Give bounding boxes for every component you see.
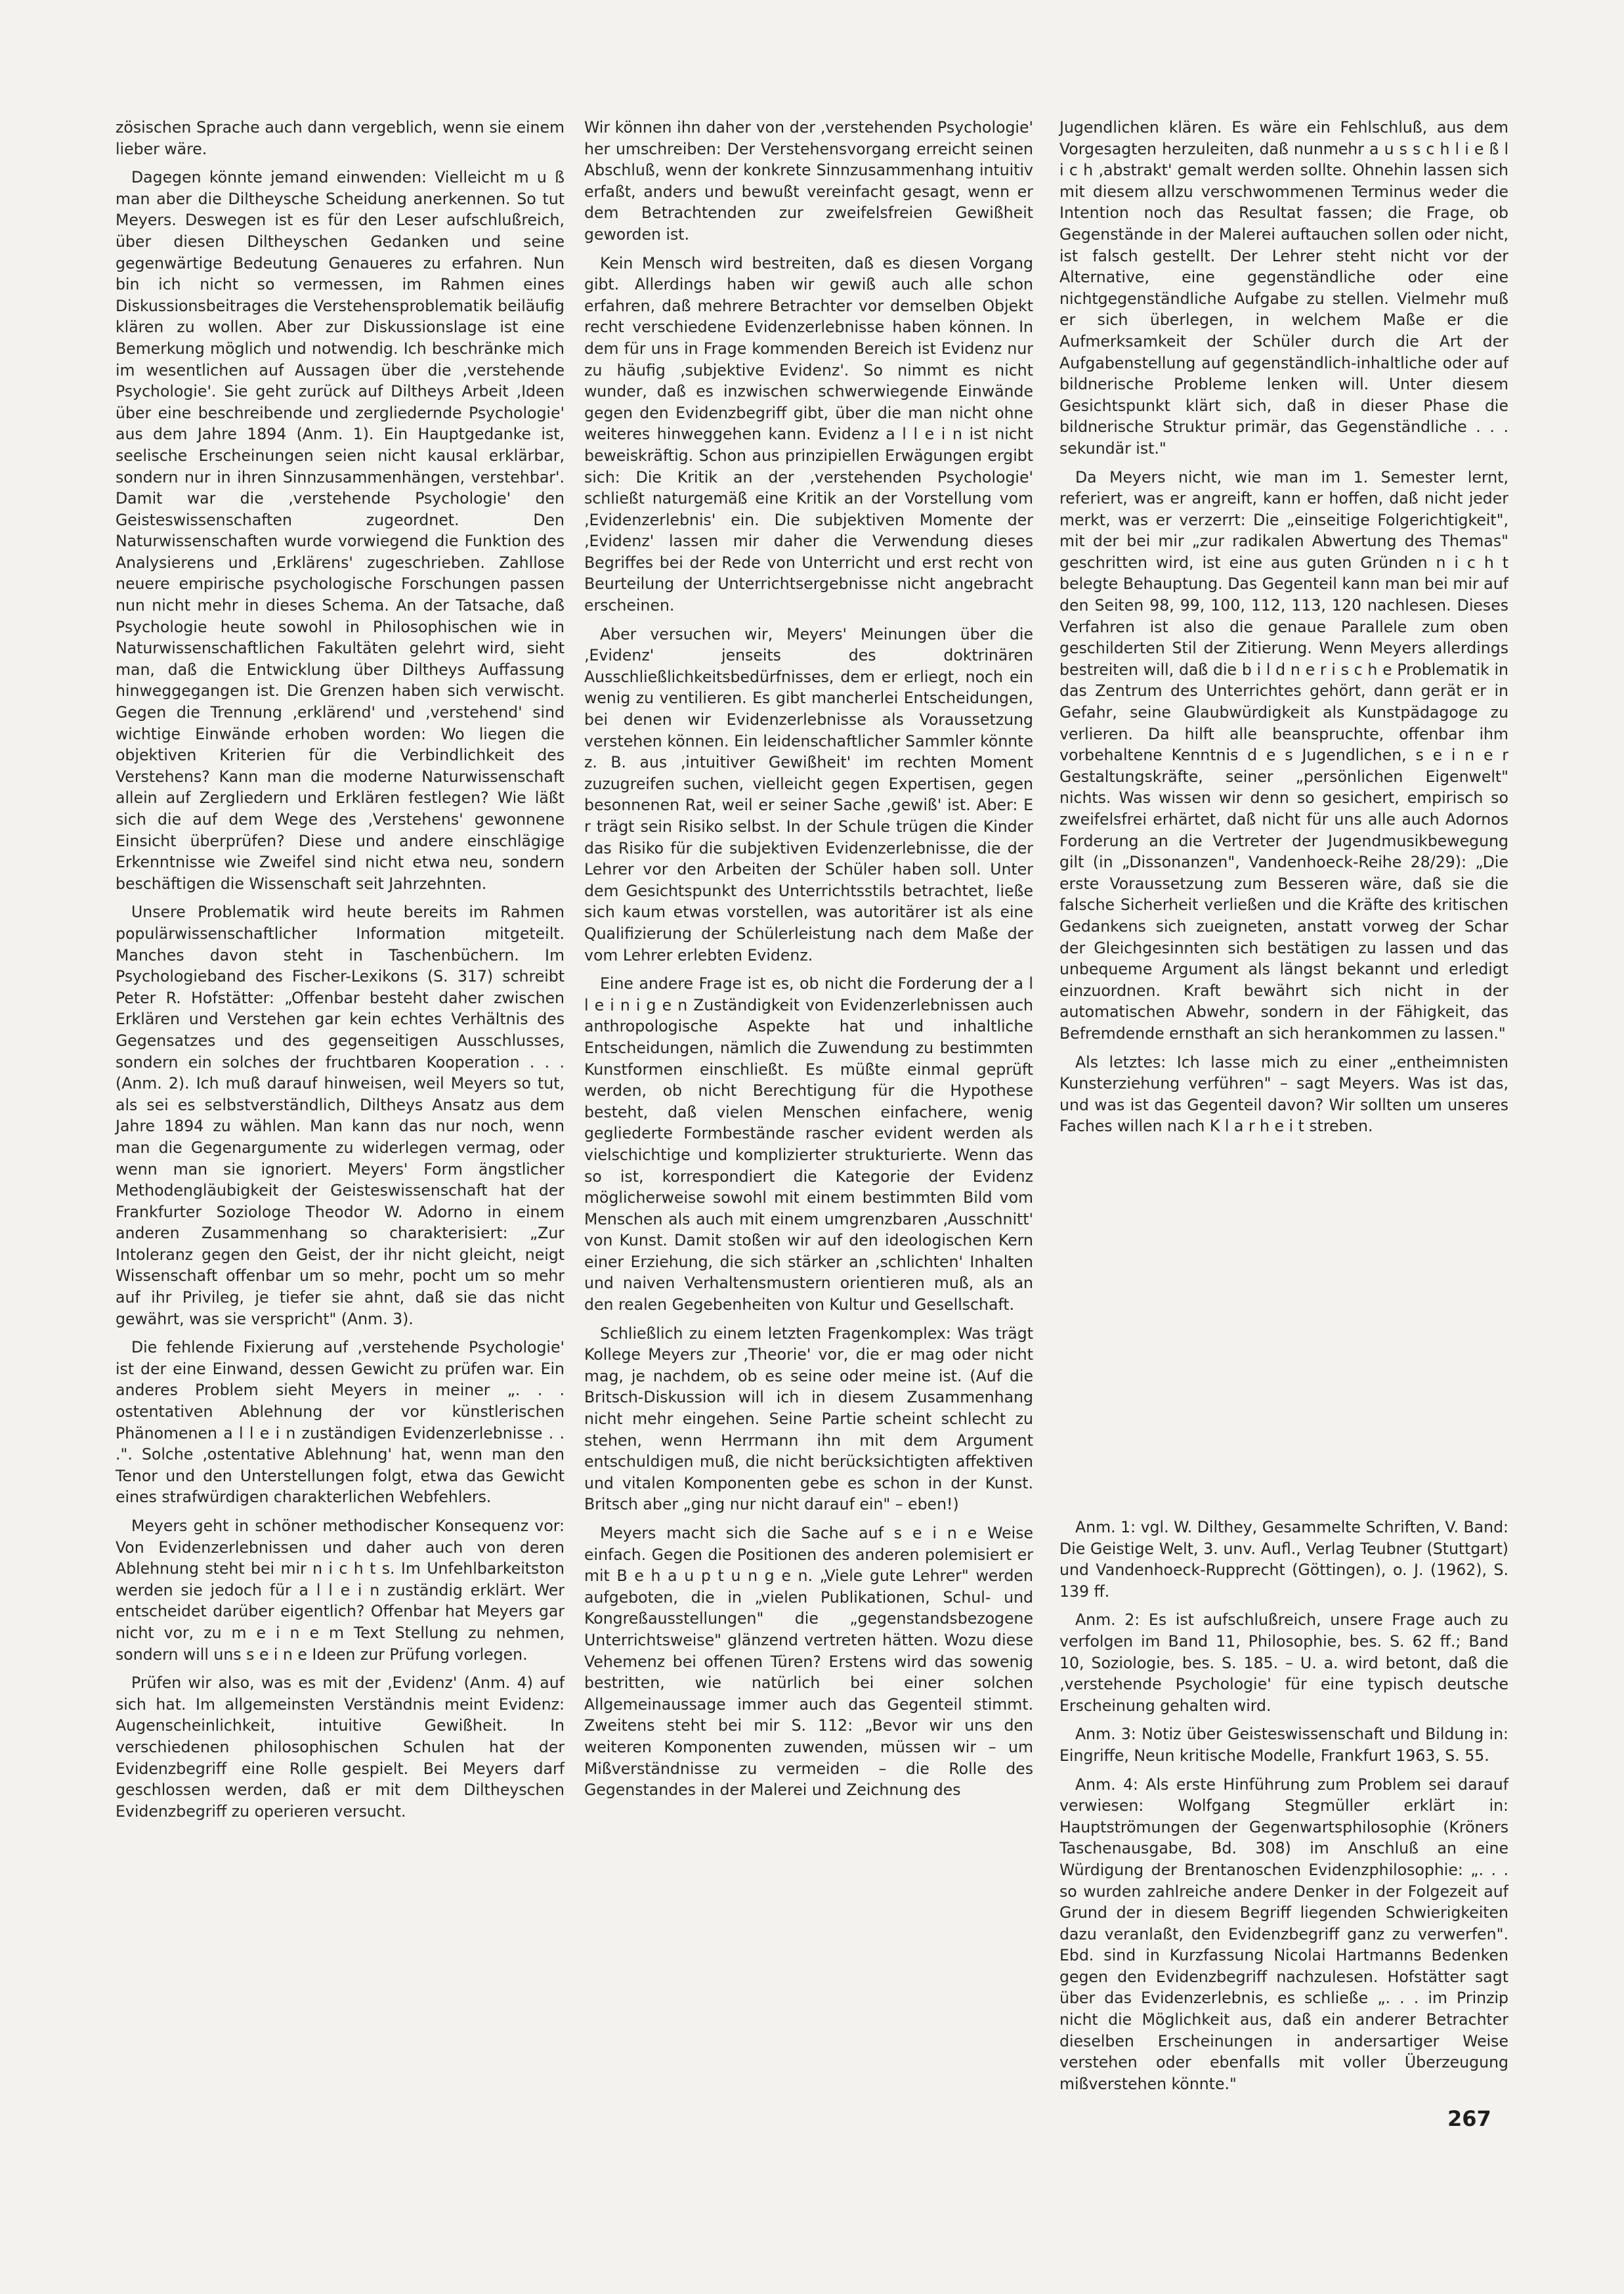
paragraph: Schließlich zu einem letzten Fragenkomplex: Was trägt Kollege Meyers zur ‚Theorie' vor, die er mag oder nicht mag, je nachdem, ob es seine oder meine ist. (Auf die Britsch-Diskussion will ich in diesem Zusammenhang nicht mehr eingehen. Seine Partie scheint schlecht zu stehen, wenn Herrmann ihn mit dem Argument entschuldigen muß, die nicht berücksichtigten affektiven und vitalen Komponenten gebe es schon in der Kunst. Britsch aber „ging nur nicht darauf ein" – eben!) (584, 1324, 1033, 1514)
text-column-3 (1059, 117, 1508, 1144)
footnote: Anm. 4: Als erste Hinführung zum Problem sei darauf verwiesen: Wolfgang Stegmüller erklärt in: Hauptströmungen der Gegenwartsphilosophie (Kröners Taschenausgabe, Bd. 308) im Anschluß an eine Würdigung der Brentanoschen Evidenzphilosophie: „. . . so wurden zahlreiche andere Denker in der Folgezeit auf Grund der in diesem Begriff liegenden Schwierigkeiten dazu veranlaßt, den Evidenzbegriff ganz zu verwerfen". Ebd. sind in Kurzfassung Nicolai Hartmanns Bedenken gegen den Evidenzbegriff nachzulesen. Hofstätter sagt über das Evidenzerlebnis, es schließe „. . . im Prinzip nicht die Möglichkeit aus, daß ein anderer Betrachter dieselben Erscheinungen in andersartiger Weise verstehen oder ebenfalls mit voller Überzeugung mißverstehen könnte." (1059, 1775, 1508, 2093)
footnote: Anm. 3: Notiz über Geisteswissenschaft und Bildung in: Eingriffe, Neun kritische Modelle, Frankfurt 1963, S. 55. (1059, 1725, 1508, 1765)
text-column-1 (116, 117, 565, 1829)
footnote: Anm. 2: Es ist aufschlußreich, unsere Frage auch zu verfolgen im Band 11, Philosophie, bes. S. 62 ff.; Band 10, Soziologie, bes. S. 185. – U. a. wird betont, daß die ‚verstehende Psychologie' für eine typisch deutsche Erscheinung gehalten wird. (1059, 1611, 1508, 1715)
paragraph: zösischen Sprache auch dann vergeblich, wenn sie einem lieber wäre. (116, 118, 565, 158)
paragraph: Die fehlende Fixierung auf ‚verstehende Psychologie' ist der eine Einwand, dessen Gewicht zu prüfen war. Ein anderes Problem sieht Meyers in meiner „. . . ostentativen Ablehnung der vor künstlerischen Phänomenen a l l e i n zuständigen Evidenzerlebnisse . . .". Solche ‚ostentative Ablehnung' hat, wenn man den Tenor und den Unterstellungen folgt, etwa das Gewicht eines strafwürdigen charakterlichen Webfehlers. (116, 1338, 565, 1507)
paragraph: Da Meyers nicht, wie man im 1. Semester lernt, referiert, was er angreift, kann er hoffen, daß nicht jeder merkt, was er verzerrt: Die „einseitige Folgerichtigkeit", mit der bei mir „zur radikalen Abwertung des Themas" geschritten wird, ist eine aus guten Gründen n i c h t belegte Behauptung. Das Gegenteil kann man bei mir auf den Seiten 98, 99, 100, 112, 113, 120 nachlesen. Dieses Verfahren ist also die genaue Parallele zum oben geschilderten Stil der Zitierung. Wenn Meyers allerdings bestreiten will, daß die b i l d n e r i s c h e Problematik in das Zentrum des Unterrichtes gehört, dann gerät er in Gefahr, seine Glaubwürdigkeit als Kunstpädagoge zu verlieren. Da hilft alle beanspruchte, offenbar ihm vorbehaltene Kenntnis d e s Jugendlichen, s e i n e r Gestaltungskräfte, seiner „persönlichen Eigenwelt" nichts. Was wissen wir denn so gesichert, empirisch so zweifelsfrei erhärtet, daß nicht für uns alle auch Adornos Forderung an die Vertreter der Jugendmusikbewegung gilt (in „Dissonanzen", Vandenhoeck-Reihe 28/29): „Die erste Voraussetzung zum Besseren wäre, daß sie die falsche Sicherheit verließen und die Kräfte des kritischen Gedankens sich zueigneten, anstatt vorweg der Schar der Gleichgesinnten sich bestätigen zu lassen und das unbequeme Argument als längst bekannt und erledigt einzuordnen. Kraft bewährt sich nicht in der automatischen Abwehr, sondern in der Fähigkeit, das Befremdende ernsthaft an sich herankommen zu lassen." (1059, 467, 1508, 1043)
text-column-2 (584, 117, 1033, 1808)
footnote: Anm. 1: vgl. W. Dilthey, Gesammelte Schriften, V. Band: Die Geistige Welt, 3. unv. Aufl., Verlag Teubner (Stuttgart) und Vandenhoeck-Rupprecht (Göttingen), o. J. (1962), S. 139 ff. (1059, 1518, 1508, 1601)
paragraph: Meyers geht in schöner methodischer Konsequenz vor: Von Evidenzerlebnissen und daher auch von deren Ablehnung steht bei mir n i c h t s. Im Unfehlbarkeitston werden sie jedoch für a l l e i n zuständig erklärt. Wer entscheidet darüber eigentlich? Offenbar hat Meyers gar nicht vor, zu m e i n e m Text Stellung zu nehmen, sondern will uns s e i n e Ideen zur Prüfung vorlegen. (116, 1517, 565, 1664)
paragraph: Wir können ihn daher von der ‚verstehenden Psychologie' her umschreiben: Der Verstehensvorgang erreicht seinen Abschluß, wenn der konkrete Sinnzusammenhang intuitiv erfaßt, anders und bewußt vereinfacht gesagt, wenn er dem Betrachtenden zur zweifelsfreien Gewißheit geworden ist. (584, 118, 1033, 244)
footnotes (1059, 1517, 1508, 2102)
paragraph: Kein Mensch wird bestreiten, daß es diesen Vorgang gibt. Allerdings haben wir gewiß auch alle schon erfahren, daß mehrere Betrachter vor demselben Objekt recht verschiedene Evidenzerlebnisse haben können. In dem für uns in Frage kommenden Bereich ist Evidenz nur zu häufig ‚subjektive Evidenz'. So nimmt es nicht wunder, daß es inzwischen schwerwiegende Einwände gegen den Evidenzbegriff gibt, über die man nicht ohne weiteres hinweggehen kann. Evidenz a l l e i n ist nicht beweiskräftig. Schon aus prinzipiellen Erwägungen ergibt sich: Die Kritik an der ‚verstehenden Psychologie' schließt naturgemäß eine Kritik an der Vorstellung vom ‚Evidenzerlebnis' ein. Die subjektiven Momente der ‚Evidenz' lassen mir daher die Verwendung dieses Begriffes bei der Rede von Unterricht und erst recht von Beurteilung der Unterrichtsergebnisse nicht angebracht erscheinen. (584, 253, 1033, 615)
paragraph: Jugendlichen klären. Es wäre ein Fehlschluß, aus dem Vorgesagten herzuleiten, daß nunmehr a u s s c h l i e ß l i c h ‚abstrakt' gemalt werden sollte. Ohnehin lassen sich mit diesem allzu verschwommenen Terminus weder die Intention noch das Resultat fassen; die Frage, ob Gegenstände in der Malerei auftauchen sollen oder nicht, ist falsch gestellt. Der Lehrer steht nicht vor der Alternative, eine gegenständliche oder eine nichtgegenständliche Aufgabe zu stellen. Vielmehr muß er sich überlegen, in welchem Maße er die Aufmerksamkeit der Schüler durch die Art der Aufgabenstellung auf gegenständlich-inhaltliche oder auf bildnerische Probleme lenken will. Unter diesem Gesichtspunkt klärt sich, daß in dieser Phase die bildnerische Struktur primär, das Gegenständliche . . . sekundär ist." (1059, 118, 1508, 458)
paragraph: Meyers macht sich die Sache auf s e i n e Weise einfach. Gegen die Positionen des anderen polemisiert er mit B e h a u p t u n g e n. „Viele gute Lehrer" werden aufgeboten, die in „vielen Publikationen, Schul- und Kongreßausstellungen" die „gegenstandsbezogene Unterrichtsweise" glänzend vertreten hätten. Wozu diese Vehemenz bei offenen Türen? Erstens wird das sowenig bestritten, wie natürlich bei einer solchen Allgemeinaussage immer auch das Gegenteil stimmt. Zweitens steht bei mir S. 112: „Bevor wir uns den weiteren Komponenten zuwenden, müssen wir – um Mißverständnisse zu vermeiden – die Rolle des Gegenstandes in der Malerei und Zeichnung des (584, 1524, 1033, 1800)
paragraph: Unsere Problematik wird heute bereits im Rahmen populärwissenschaftlicher Information mitgeteilt. Manches davon steht in Taschenbüchern. Im Psychologieband des Fischer-Lexikons (S. 317) schreibt Peter R. Hofstätter: „Offenbar besteht daher zwischen Erklären und Verstehen gar kein echtes Verhältnis des Gegensatzes und des gegenseitigen Ausschlusses, sondern ein solches der fruchtbaren Kooperation . . . (Anm. 2). Ich muß darauf hinweisen, weil Meyers so tut, als sei es selbstverständlich, Diltheys Ansatz aus dem Jahre 1894 zu wählen. Man kann das nur noch, wenn man die Gegenargumente zu widerlegen vermag, oder wenn man sie ignoriert. Meyers' Form ängstlicher Methodengläubigkeit der Geisteswissenschaft hat der Frankfurter Soziologe Theodor W. Adorno in einem anderen Zusammenhang so charakterisiert: „Zur Intoleranz gegen den Geist, der ihr nicht gleicht, neigt Wissenschaft offenbar um so mehr, pocht um so mehr auf ihr Privileg, je tiefer sie ahnt, daß sie das nicht gewährt, was sie verspricht" (Anm. 3). (116, 903, 565, 1328)
paragraph: Eine andere Frage ist es, ob nicht die Forderung der a l l e i n i g e n Zuständigkeit von Evidenzerlebnissen auch anthropologische Aspekte hat und inhaltliche Entscheidungen, nämlich die Zuwendung zu bestimmten Kunstformen einschließt. Es müßte einmal geprüft werden, ob nicht Berechtigung für die Hypothese besteht, daß vielen Menschen einfachere, wenig gegliederte Formbestände rascher evident werden als vielschichtige und komplizierter strukturierte. Wenn das so ist, korrespondiert die Kategorie der Evidenz möglicherweise sowohl mit einem bestimmten Bild vom Menschen als auch mit einem umgrenzbaren ‚Ausschnitt' von Kunst. Damit stoßen wir auf den ideologischen Kern einer Erziehung, die sich stärker an ‚schlichten' Inhalten und naiven Verhaltensmustern orientieren muß, als an den realen Gegebenheiten von Kultur und Gesellschaft. (584, 974, 1033, 1314)
page-number: 267 (1447, 2106, 1491, 2131)
paragraph: Prüfen wir also, was es mit der ‚Evidenz' (Anm. 4) auf sich hat. Im allgemeinsten Verständnis meint Evidenz: Augenscheinlichkeit, intuitive Gewißheit. In verschiedenen philosophischen Schulen hat der Evidenzbegriff eine Rolle gespielt. Bei Meyers darf geschlossen werden, daß er mit dem Diltheyschen Evidenzbegriff zu operieren versucht. (116, 1674, 565, 1821)
paragraph: Aber versuchen wir, Meyers' Meinungen über die ‚Evidenz' jenseits des doktrinären Ausschließlichkeitsbedürfnisses, dem er erliegt, noch ein wenig zu ventilieren. Es gibt mancherlei Entscheidungen, bei denen wir Evidenzerlebnisse als Voraussetzung verstehen können. Ein leidenschaftlicher Sammler könnte z. B. aus ‚intuitiver Gewißheit' im rechten Moment zuzugreifen suchen, vielleicht gegen Expertisen, gegen besonnenen Rat, weil er seiner Sache ‚gewiß' ist. Aber: E r trägt sein Risiko selbst. In der Schule trügen die Kinder das Risiko für die subjektiven Evidenzerlebnisse, die der Lehrer vor den Arbeiten der Schüler haben soll. Unter dem Gesichtspunkt des Unterrichtsstils betrachtet, ließe sich kaum etwas vorstellen, was autoritärer ist als eine Qualifizierung der Schülerleistung nach dem Maße der vom Lehrer erlebten Evidenz. (584, 624, 1033, 964)
paragraph: Dagegen könnte jemand einwenden: Vielleicht m u ß man aber die Diltheysche Scheidung anerkennen. So tut Meyers. Deswegen ist es für den Leser aufschlußreich, über diesen Diltheyschen Gedanken und seine gegenwärtige Bedeutung Genaueres zu erfahren. Nun bin ich nicht so vermessen, im Rahmen eines Diskussionsbeitrages die Verstehensproblematik beiläufig klären zu wollen. Aber zur Diskussionslage ist eine Bemerkung möglich und notwendig. Ich beschränke mich im wesentlichen auf Aussagen über die ‚verstehende Psychologie'. Sie geht zurück auf Diltheys Arbeit ‚Ideen über eine beschreibende und zergliedernde Psychologie' aus dem Jahre 1894 (Anm. 1). Ein Hauptgedanke ist, seelische Erscheinungen seien nicht kausal erklärbar, sondern nur in ihren Sinnzusammenhängen, verstehbar'. Damit war die ‚verstehende Psychologie' den Geisteswissenschaften zugeordnet. Den Naturwissenschaften wurde vorwiegend die Funktion des Analysierens und ‚Erklärens' zugeschrieben. Zahllose neuere empirische psychologische Forschungen passen nun nicht mehr in dieses Schema. An der Tatsache, daß Psychologie heute sowohl in Philosophischen wie in Naturwissenschaftlichen Fakultäten gelehrt wird, sieht man, daß die Entwicklung über Diltheys Auffassung hinweggegangen ist. Die Grenzen haben sich verwischt. Gegen die Trennung ‚erklärend' und ‚verstehend' sind wichtige Einwände erhoben worden: Wo liegen die objektiven Kriterien für die Verbindlichkeit des Verstehens? Kann man die moderne Naturwissenschaft allein auf Zergliedern und Erklären festlegen? Wie läßt sich die auf dem Wege des ‚Verstehens' gewonnene Einsicht überprüfen? Diese und andere einschlägige Erkenntnisse wie Zweifel sind nicht etwa neu, sondern beschäftigen die Wissenschaft seit Jahrzehnten. (116, 168, 565, 893)
paragraph: Als letztes: Ich lasse mich zu einer „entheimnisten Kunsterziehung verführen" – sagt Meyers. Was ist das, und was ist das Gegenteil davon? Wir sollten um unseres Faches willen nach K l a r h e i t streben. (1059, 1052, 1508, 1136)
